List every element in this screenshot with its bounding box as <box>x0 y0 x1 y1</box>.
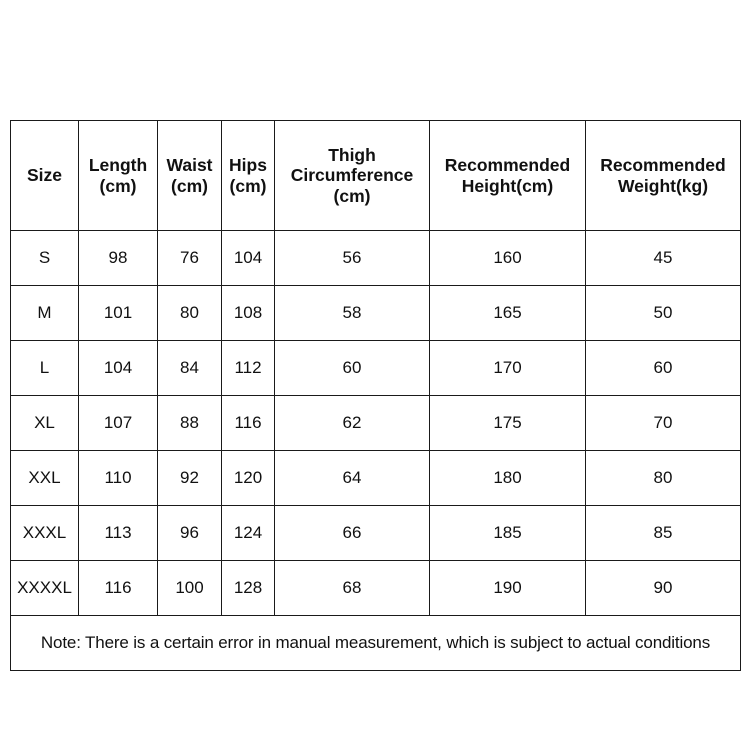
column-header-length-line2: (cm) <box>99 175 137 196</box>
cell-size: XXXXL <box>11 561 79 616</box>
cell-length: 98 <box>79 231 158 286</box>
table-row <box>11 231 741 286</box>
cell-thigh: 62 <box>275 396 430 451</box>
column-header-recommended-weight <box>586 121 741 231</box>
cell-thigh: 66 <box>275 506 430 561</box>
cell-hips: 124 <box>222 506 275 561</box>
table-row <box>11 286 741 341</box>
cell-hips: 112 <box>222 341 275 396</box>
cell-length: 104 <box>79 341 158 396</box>
column-header-thigh-line2: Circumference <box>290 165 414 186</box>
column-header-waist-line1: Waist <box>166 154 213 175</box>
table-row <box>11 561 741 616</box>
measurement-note: Note: There is a certain error in manual measurement, which is subject to actual conditions <box>11 616 741 671</box>
cell-size: XXL <box>11 451 79 506</box>
cell-waist: 88 <box>158 396 222 451</box>
cell-height: 190 <box>430 561 586 616</box>
column-header-waist-line2: (cm) <box>171 175 208 196</box>
cell-thigh: 58 <box>275 286 430 341</box>
column-header-waist <box>158 121 222 231</box>
column-header-weight-line2: Weight(kg) <box>617 175 709 196</box>
size-chart-table <box>10 120 741 671</box>
table-row <box>11 396 741 451</box>
column-header-hips-line1: Hips <box>229 154 267 175</box>
cell-length: 113 <box>79 506 158 561</box>
cell-weight: 80 <box>586 451 741 506</box>
column-header-height-line1: Recommended <box>444 154 571 175</box>
cell-weight: 85 <box>586 506 741 561</box>
column-header-weight-line1: Recommended <box>600 154 726 175</box>
cell-length: 110 <box>79 451 158 506</box>
cell-hips: 104 <box>222 231 275 286</box>
cell-waist: 80 <box>158 286 222 341</box>
cell-length: 107 <box>79 396 158 451</box>
column-header-recommended-height <box>430 121 586 231</box>
cell-size: L <box>11 341 79 396</box>
cell-hips: 108 <box>222 286 275 341</box>
cell-thigh: 64 <box>275 451 430 506</box>
cell-length: 116 <box>79 561 158 616</box>
cell-weight: 60 <box>586 341 741 396</box>
cell-hips: 120 <box>222 451 275 506</box>
cell-hips: 116 <box>222 396 275 451</box>
cell-size: XXXL <box>11 506 79 561</box>
cell-weight: 70 <box>586 396 741 451</box>
table-row <box>11 506 741 561</box>
cell-thigh: 56 <box>275 231 430 286</box>
cell-hips: 128 <box>222 561 275 616</box>
cell-waist: 96 <box>158 506 222 561</box>
column-header-length-line1: Length <box>88 154 148 175</box>
column-header-hips-line2: (cm) <box>229 175 267 196</box>
size-chart-table-wrap <box>10 120 740 671</box>
cell-waist: 92 <box>158 451 222 506</box>
cell-height: 160 <box>430 231 586 286</box>
column-header-height-line2: Height(cm) <box>461 175 554 196</box>
cell-size: S <box>11 231 79 286</box>
column-header-thigh-circumference <box>275 121 430 231</box>
cell-weight: 45 <box>586 231 741 286</box>
cell-thigh: 68 <box>275 561 430 616</box>
cell-waist: 76 <box>158 231 222 286</box>
column-header-thigh-line1: Thigh <box>328 144 376 165</box>
column-header-thigh-line3: (cm) <box>333 185 371 206</box>
cell-weight: 50 <box>586 286 741 341</box>
table-header-row <box>11 121 741 231</box>
cell-height: 170 <box>430 341 586 396</box>
column-header-size-line1: Size <box>26 165 63 186</box>
table-header <box>11 121 741 231</box>
cell-height: 180 <box>430 451 586 506</box>
cell-length: 101 <box>79 286 158 341</box>
cell-waist: 100 <box>158 561 222 616</box>
column-header-size <box>11 121 79 231</box>
cell-height: 165 <box>430 286 586 341</box>
column-header-length <box>79 121 158 231</box>
table-row <box>11 451 741 506</box>
column-header-hips <box>222 121 275 231</box>
cell-thigh: 60 <box>275 341 430 396</box>
cell-size: M <box>11 286 79 341</box>
cell-size: XL <box>11 396 79 451</box>
cell-weight: 90 <box>586 561 741 616</box>
table-note-row <box>11 616 741 671</box>
table-body <box>11 231 741 671</box>
cell-height: 185 <box>430 506 586 561</box>
cell-waist: 84 <box>158 341 222 396</box>
cell-height: 175 <box>430 396 586 451</box>
table-row <box>11 341 741 396</box>
